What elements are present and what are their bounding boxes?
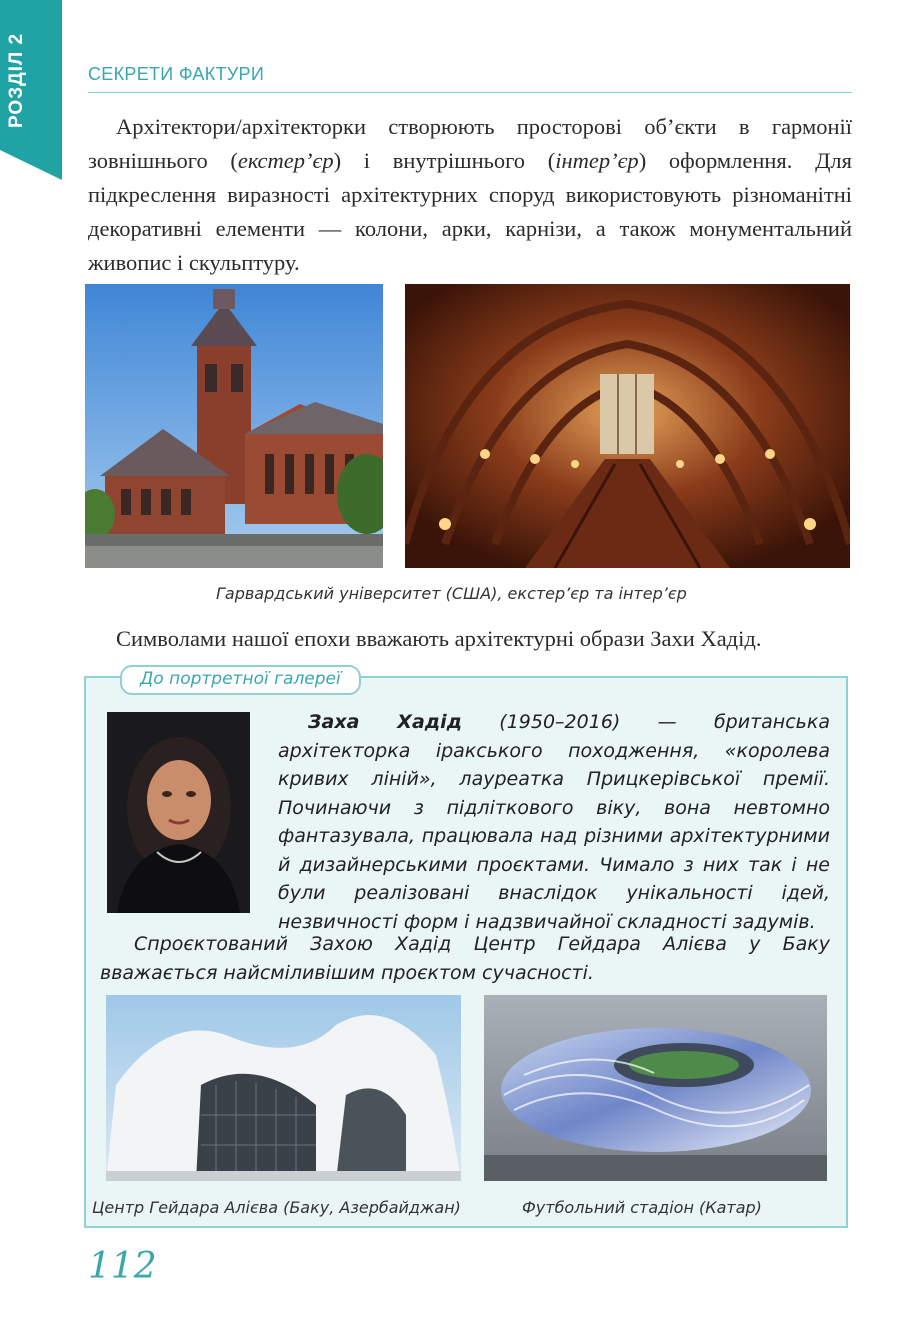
qatar-stadium-caption: Футбольний стадіон (Катар) (522, 1198, 762, 1217)
intro-paragraph: Архітектори/архітекторки створюють просторові об’єкти в гармонії зовнішнього (екстер’єр) і внутрішнього (інтер’єр) оформлення. Для підкреслення виразності архітектурних споруд використовують різноманітні декоративні елементи — колони, арки, карнізи, а також монументальний живопис і скульптуру. (88, 114, 852, 275)
chapter-tab-label: РОЗДІЛ 2 (6, 32, 27, 128)
gallery-label: До портретної галереї (120, 665, 361, 695)
page-number: 112 (88, 1246, 157, 1287)
heydar-aliyev-center-photo (106, 995, 461, 1181)
qatar-stadium-photo (484, 995, 827, 1181)
symbols-paragraph: Символами нашої епохи вважають архітектурні образи Захи Хадід. (116, 626, 762, 651)
chapter-tab (0, 0, 62, 180)
heydar-aliyev-note: Спроєктований Захою Хадід Центр Гейдара Алієва у Баку вважається найсміливішим проєктом сучасності. (100, 933, 830, 984)
zaha-hadid-portrait (107, 712, 250, 913)
section-title: СЕКРЕТИ ФАКТУРИ (88, 64, 265, 84)
zaha-hadid-name: Заха Хадід (308, 711, 462, 733)
zaha-hadid-bio: Заха Хадід (1950–2016) — британська архітекторка іракського походження, «королева кривих ліній», лауреатка Прицкерівської премії. Починаючи з підліткового віку, вона невтомно фантазувала, працювала над різними архітектурними й дизайнерськими проєктами. Чимало з них так і не були реалізовані внаслідок унікальності ідей, незвичності форм і надзвичайної складності задумів. (278, 711, 830, 933)
heydar-aliyev-caption: Центр Гейдара Алієва (Баку, Азербайджан) (92, 1198, 461, 1217)
harvard-caption: Гарвардський університет (США), екстер’єр та інтер’єр (216, 584, 687, 603)
section-divider (88, 92, 852, 93)
harvard-interior-photo (405, 284, 850, 568)
harvard-exterior-photo (85, 284, 383, 568)
